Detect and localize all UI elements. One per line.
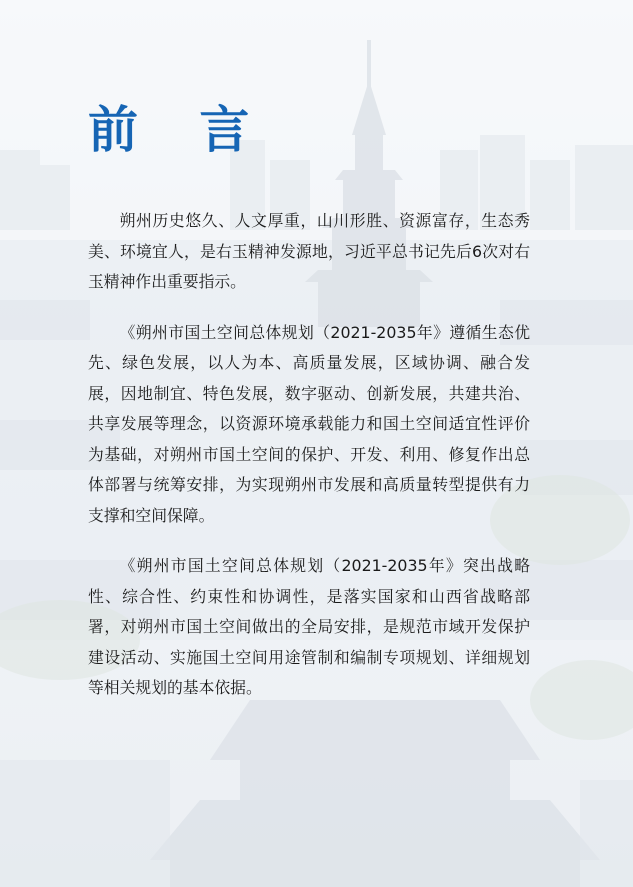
page-title: 前 言 bbox=[88, 101, 272, 159]
paragraph: 《朔州市国土空间总体规划（2021-2035年》突出战略性、综合性、约束性和协调性，是落实国家和山西省战略部署，对朔州市国土空间做出的全局安排，是规范市域开发保护建设活动、实施国土空间用途管制和编制专项规划、详细规划等相关规划的基本依据。 bbox=[88, 556, 530, 697]
paragraph: 朔州历史悠久、人文厚重，山川形胜、资源富存，生态秀美、环境宜人，是右玉精神发源地，习近平总书记先后6次对右玉精神作出重要指示。 bbox=[88, 211, 530, 291]
preface-body bbox=[88, 206, 530, 724]
paragraph: 《朔州市国土空间总体规划（2021-2035年》遵循生态优先、绿色发展，以人为本、高质量发展，区域协调、融合发展，因地制宜、特色发展，数字驱动、创新发展，共建共治、共享发展等理念，以资源环境承载能力和国土空间适宜性评价为基础，对朔州市国土空间的保护、开发、利用、修复作出总体部署与统筹安排，为实现朔州市发展和高质量转型提供有力支撑和空间保障。 bbox=[88, 322, 530, 525]
